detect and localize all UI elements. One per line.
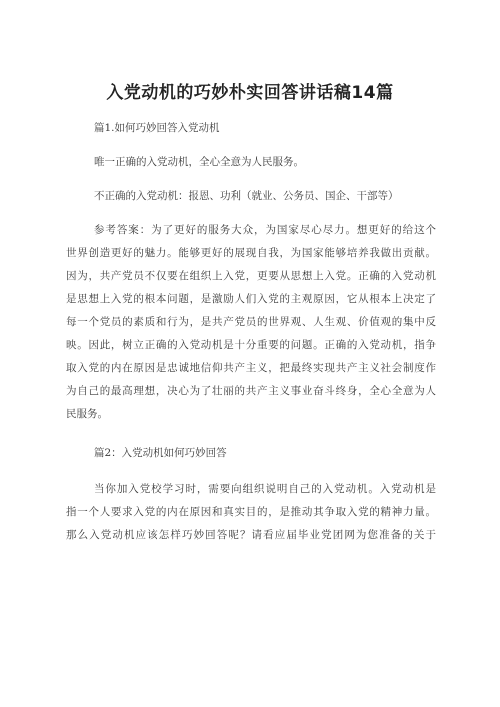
section2-body-line: 那么入党动机应该怎样巧妙回答呢？请看应届毕业党团网为您准备的关于 <box>66 529 436 541</box>
incorrect-motive-paragraph: 不正确的入党动机：报恩、功利（就业、公务员、国企、干部等） <box>94 190 399 202</box>
reference-answer-line: 世界创造更好的魅力。能够更好的展现自我，为国家能够培养我做出贡献。 <box>66 247 436 259</box>
reference-answer-line: 取入党的内在原因是忠诚地信仰共产主义，把最终实现共产主义社会制度作 <box>66 362 436 374</box>
section1-heading: 篇1.如何巧妙回答入党动机 <box>94 122 220 134</box>
section2-body-line: 当你加入党校学习时，需要向组织说明自己的入党动机。入党动机是 <box>94 483 436 495</box>
section2-body-line: 指一个人要求入党的内在原因和真实目的，是推动其争取入党的精神力量。 <box>66 506 436 518</box>
reference-answer-line: 每一个党员的素质和行为，是共产党员的世界观、人生观、价值观的集中反 <box>66 316 436 328</box>
document-title: 入党动机的巧妙朴实回答讲话稿14篇 <box>106 83 394 103</box>
reference-answer-line: 参考答案：为了更好的服务大众，为国家尽心尽力。想更好的给这个 <box>94 224 436 236</box>
correct-motive-paragraph: 唯一正确的入党动机，全心全意为人民服务。 <box>94 156 304 168</box>
reference-answer-line: 为自己的最高理想，决心为了壮丽的共产主义事业奋斗终身，全心全意为人 <box>66 385 436 397</box>
section2-heading: 篇2：入党动机如何巧妙回答 <box>94 447 227 459</box>
reference-answer-line: 是思想上入党的根本问题，是激励人们入党的主观原因，它从根本上决定了 <box>66 293 436 305</box>
reference-answer-line: 民服务。 <box>66 408 108 420</box>
reference-answer-line: 因为，共产党员不仅要在组织上入党，更要从思想上入党。正确的入党动机 <box>66 270 436 282</box>
reference-answer-line: 映。因此，树立正确的入党动机是十分重要的问题。正确的入党动机，指争 <box>66 339 436 351</box>
